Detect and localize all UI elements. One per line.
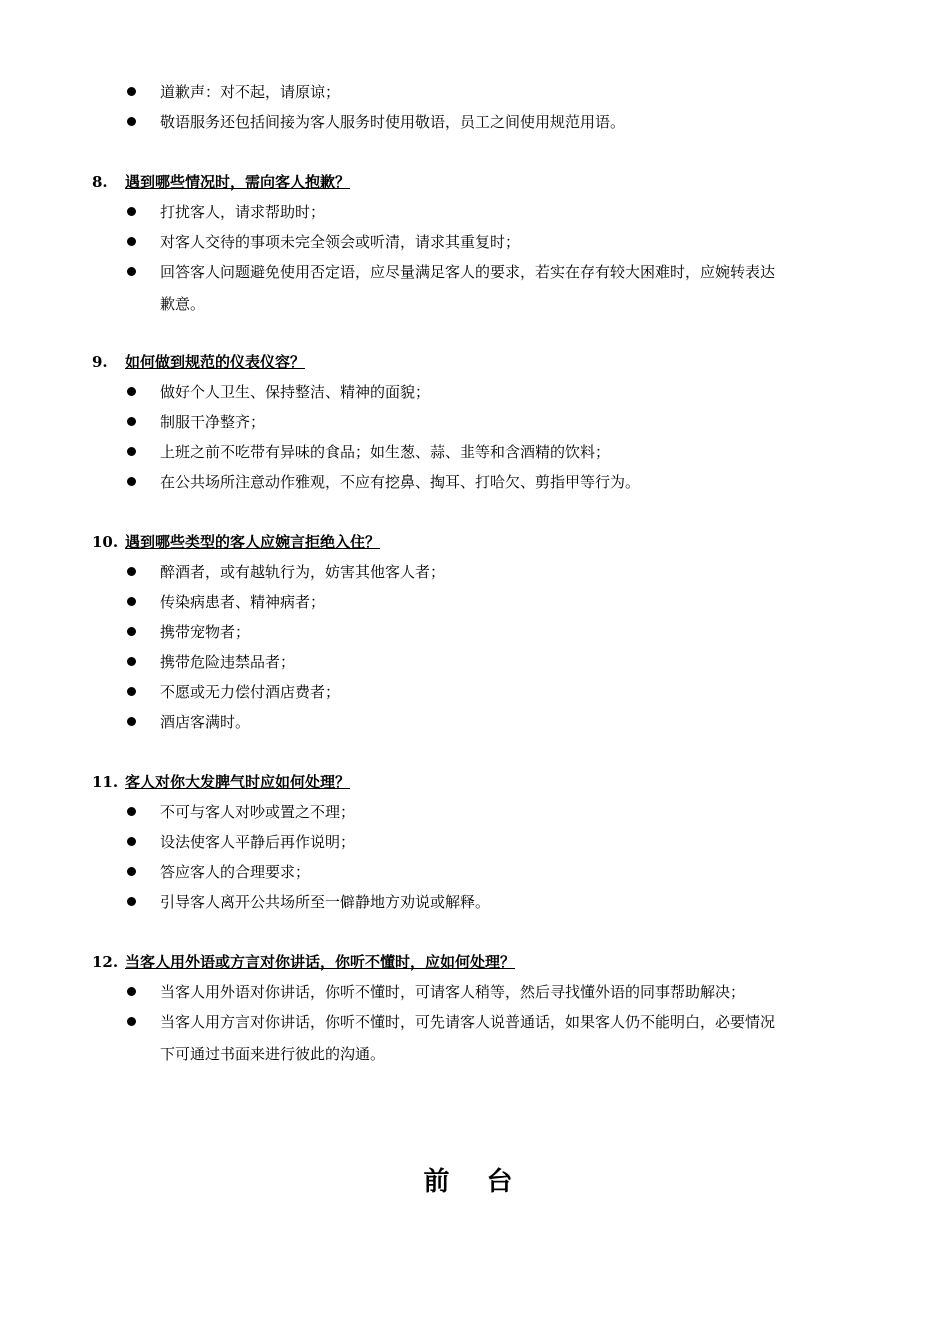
list-item-text: 道歉声：对不起，请原谅； [160,83,341,101]
bullet-icon [127,597,136,606]
list-item-text: 不可与客人对吵或置之不理； [160,803,356,821]
question-number: 9. [92,353,108,371]
question-number: 10. [92,533,119,551]
list-item-text: 对客人交待的事项未完全领会或听清，请求其重复时； [160,233,521,251]
question-title: 遇到哪些类型的客人应婉言拒绝入住？ [125,533,381,551]
section-title: 前 台 [423,1167,527,1197]
list-item-text: 下可通过书面来进行彼此的沟通。 [160,1045,386,1063]
list-item-text: 上班之前不吃带有异味的食品；如生葱、蒜、韭等和含酒精的饮料； [160,443,611,461]
list-item-text: 设法使客人平静后再作说明； [160,833,356,851]
list-item-text: 携带宠物者； [160,623,251,641]
bullet-icon [127,207,136,216]
list-item-text: 不愿或无力偿付酒店费者； [160,683,341,701]
bullet-icon [127,657,136,666]
bullet-icon [127,237,136,246]
bullet-icon [127,987,136,996]
bullet-icon [127,897,136,906]
bullet-icon [127,267,136,276]
list-item-text: 当客人用方言对你讲话，你听不懂时，可先请客人说普通话，如果客人仍不能明白，必要情况 [160,1013,776,1031]
list-item-text: 歉意。 [160,295,206,313]
bullet-icon [127,867,136,876]
list-item-text: 醉酒者，或有越轨行为，妨害其他客人者； [160,563,446,581]
bullet-icon [127,1017,136,1026]
question-title: 如何做到规范的仪表仪容？ [125,353,306,371]
bullet-icon [127,717,136,726]
list-item-text: 制服干净整齐； [160,413,266,431]
bullet-icon [127,567,136,576]
list-item-text: 传染病患者、精神病者； [160,593,326,611]
bullet-icon [127,387,136,396]
question-title: 客人对你大发脾气时应如何处理？ [125,773,351,791]
bullet-icon [127,837,136,846]
bullet-icon [127,87,136,96]
question-number: 12. [92,953,119,971]
question-number: 11. [92,773,119,791]
bullet-icon [127,117,136,126]
list-item-text: 敬语服务还包括间接为客人服务时使用敬语，员工之间使用规范用语。 [160,113,626,131]
bullet-icon [127,447,136,456]
question-title: 遇到哪些情况时，需向客人抱歉？ [125,173,351,191]
list-item-text: 打扰客人，请求帮助时； [160,203,326,221]
list-item-text: 回答客人问题避免使用否定语，应尽量满足客人的要求，若实在存有较大困难时，应婉转表达 [160,263,776,281]
list-item-text: 酒店客满时。 [160,713,251,731]
bullet-icon [127,807,136,816]
question-title: 当客人用外语或方言对你讲话，你听不懂时，应如何处理？ [125,953,516,971]
bullet-icon [127,627,136,636]
list-item-text: 在公共场所注意动作雅观，不应有挖鼻、掏耳、打哈欠、剪指甲等行为。 [160,473,641,491]
list-item-text: 携带危险违禁品者； [160,653,296,671]
list-item-text: 引导客人离开公共场所至一僻静地方劝说或解释。 [160,893,491,911]
bullet-icon [127,687,136,696]
list-item-text: 做好个人卫生、保持整洁、精神的面貌； [160,383,431,401]
question-number: 8. [92,173,108,191]
list-item-text: 当客人用外语对你讲话，你听不懂时，可请客人稍等，然后寻找懂外语的同事帮助解决； [160,983,746,1001]
bullet-icon [127,477,136,486]
bullet-icon [127,417,136,426]
list-item-text: 答应客人的合理要求； [160,863,311,881]
